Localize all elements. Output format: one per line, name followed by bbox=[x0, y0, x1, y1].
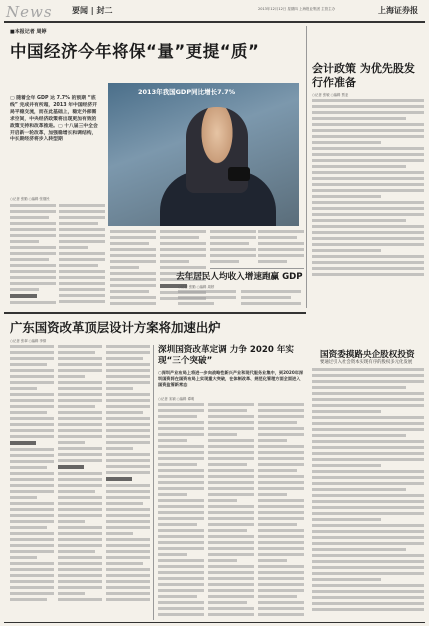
footer-rule bbox=[4, 622, 425, 623]
policy-headline: 国资委摸路央企股权投资 bbox=[320, 350, 415, 360]
side-body bbox=[312, 99, 424, 281]
section-name: 要闻 | 封二 bbox=[72, 6, 113, 15]
income-byline: ○记者 张勤 ○编辑 周婷 bbox=[178, 285, 215, 289]
photo-microphone bbox=[228, 167, 250, 181]
guangdong-byline: ○记者 张翠 ○编辑 李倩 bbox=[10, 339, 47, 343]
income-body-col-2 bbox=[241, 290, 301, 308]
shenzhen-headline: 深圳国资改革定调 力争 2020 年实现“三个突破” bbox=[158, 345, 295, 366]
lead-body-col-1 bbox=[10, 204, 56, 308]
income-headline: 去年居民人均收入增速跑赢 GDP bbox=[176, 272, 303, 282]
guangdong-body-col-1 bbox=[10, 345, 54, 620]
side-byline: ○记者 张敏 ○编辑 贾亚 bbox=[312, 93, 349, 97]
lead-summary: ▢ 随着全年 GDP 达 7.7% 的预期 “底线” 完成并有所超，2013 年中国经济开局平稳交流，而在此基础上，稳定外部需求空间，中央经济政策将出现更加有效的政策支持和改革推进。▢ 十八届三中全会开启新一轮改革，加强稳增长和调结构，中长期经济将步入转型期 bbox=[10, 96, 98, 143]
lead-headline: 中国经济今年将保“量”更提“质” bbox=[10, 42, 260, 61]
shenzhen-body-col-3 bbox=[258, 403, 304, 620]
lead-body-col-6 bbox=[258, 230, 304, 268]
income-body-col-1 bbox=[178, 290, 236, 308]
guangdong-body-col-3 bbox=[106, 345, 150, 620]
shenzhen-summary: ○深圳产业布局上将进一步向战略性新兴产业和现代服务业集中，到2020年深圳国资将在国资布局上实现重大突破，在体制改革、规范化管理方面全面进入国资监管新常态 bbox=[158, 370, 304, 387]
masthead bbox=[0, 0, 429, 22]
lead-kicker: ■本报记者 周婷 bbox=[10, 29, 47, 35]
guangdong-headline: 广东国资改革顶层设计方案将加速出炉 bbox=[10, 320, 221, 335]
income-rule bbox=[210, 268, 304, 269]
lead-body-col-3 bbox=[110, 230, 156, 308]
guangdong-body-col-2 bbox=[58, 345, 102, 620]
photo-caption-title: 2013年我国GDP同比增长7.7% bbox=[138, 88, 236, 96]
news-logo: News bbox=[6, 3, 53, 21]
policy-body bbox=[312, 368, 424, 620]
paper-name: 上海证券报 bbox=[378, 6, 418, 15]
lead-byline: ○记者 张勤 ○编辑 张继民 bbox=[10, 197, 50, 201]
shenzhen-byline: ○记者 宋颖 ○编辑 谭明 bbox=[158, 397, 195, 401]
lead-body-col-2 bbox=[59, 204, 105, 308]
section-rule bbox=[4, 312, 306, 314]
lead-body-col-5 bbox=[210, 230, 256, 268]
policy-subheadline: 要通过引入社会资本实现有序的股权多元化发展 bbox=[320, 360, 413, 365]
right-column-divider bbox=[306, 26, 307, 308]
issue-info: 2013年12月12日 星期四 上海报业集团 主管主办 bbox=[258, 7, 336, 11]
shenzhen-body-col-1 bbox=[158, 403, 204, 620]
shenzhen-body-col-2 bbox=[208, 403, 254, 620]
lead-photo bbox=[108, 83, 299, 226]
masthead-rule bbox=[4, 21, 425, 23]
side-headline: 会计政策 为优先股发行作准备 bbox=[312, 62, 415, 89]
shenzhen-divider bbox=[153, 345, 154, 620]
